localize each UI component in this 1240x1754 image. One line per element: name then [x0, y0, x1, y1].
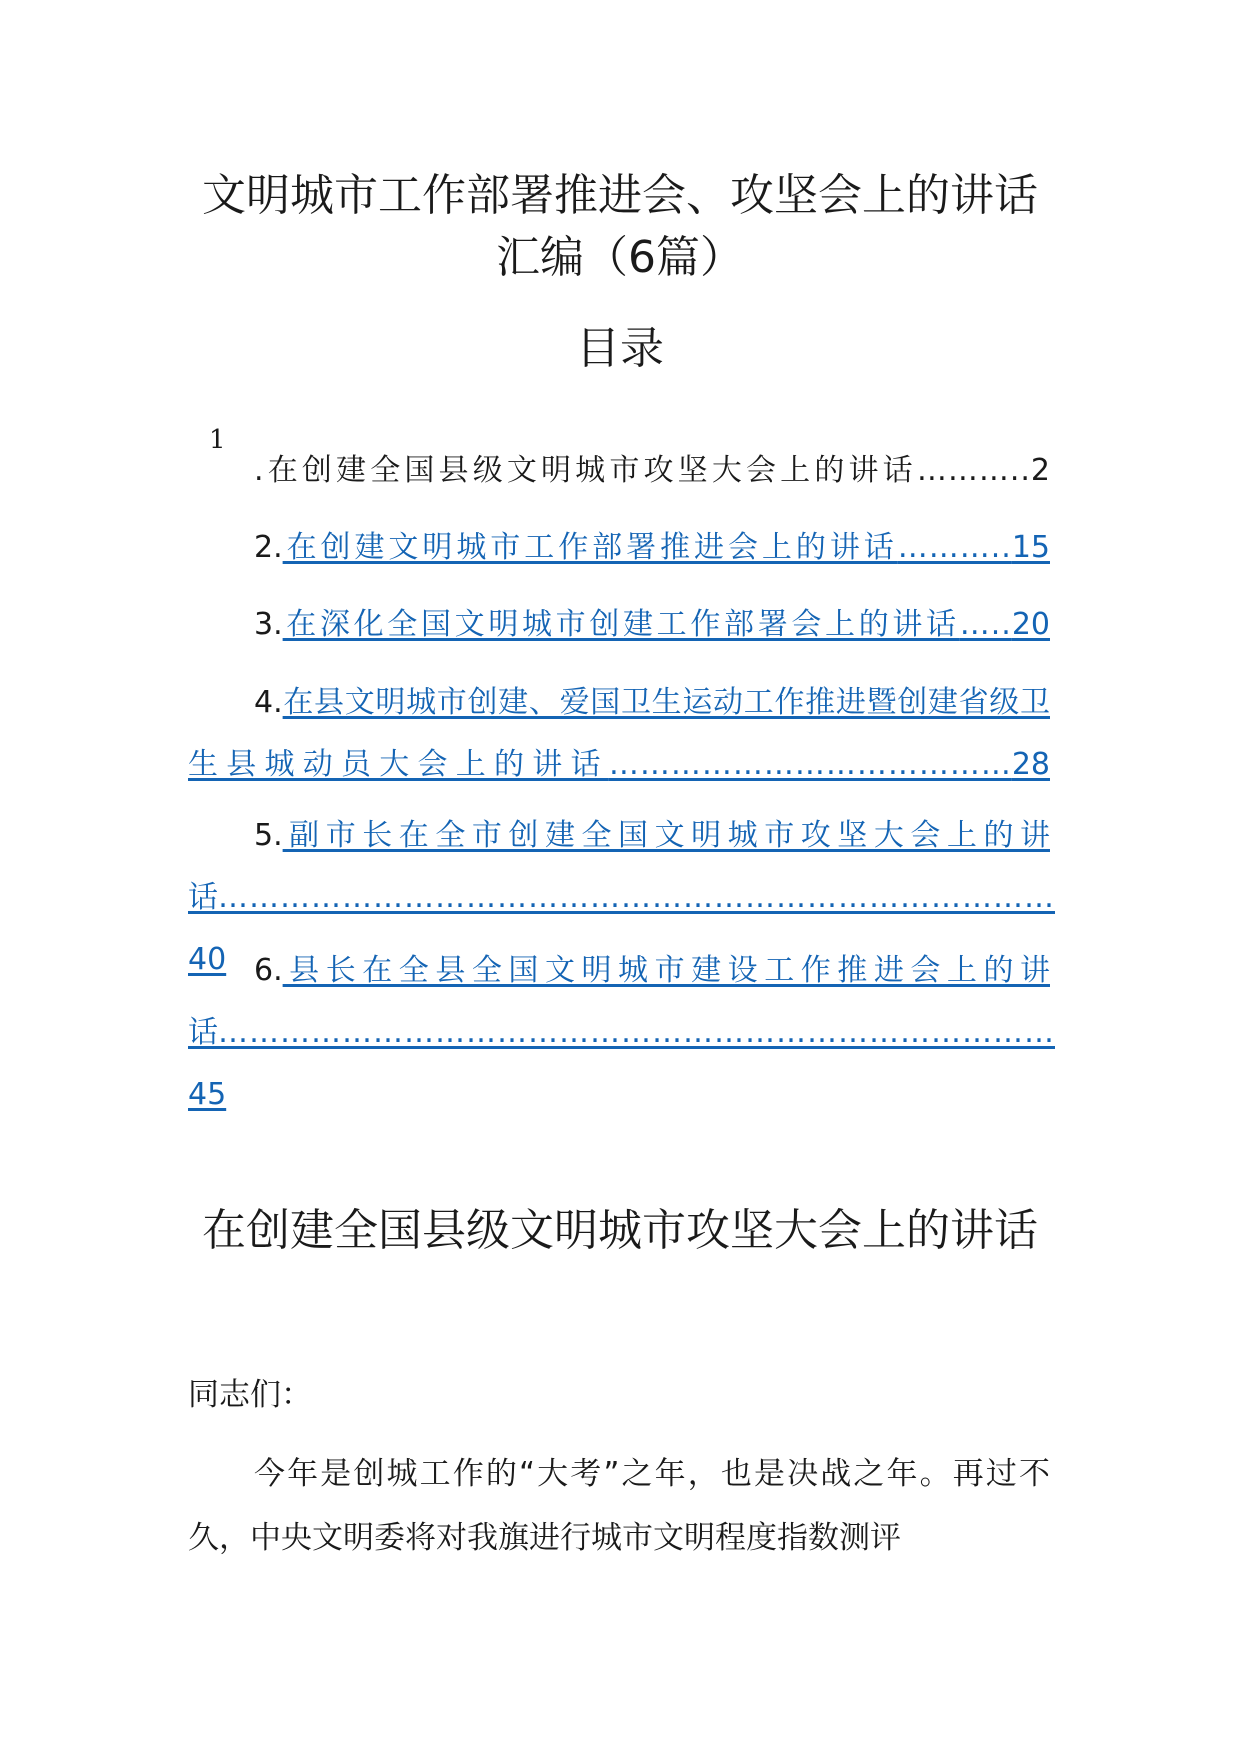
toc-entry-link[interactable]: 在深化全国文明城市创建工作部署会上的讲话…..20	[282, 607, 1050, 642]
toc-entry-text: 在创建全国县级文明城市攻坚大会上的讲话	[263, 453, 917, 488]
toc-entry-2[interactable]	[188, 517, 1050, 579]
body-paragraph: 今年是创城工作的“大考”之年，也是决战之年。再过不久，中央文明委将对我旗进行城市文明程度指数测评	[188, 1456, 1050, 1556]
section-title: 在创建全国县级文明城市攻坚大会上的讲话	[202, 1205, 1038, 1256]
document-title: 文明城市工作部署推进会、攻坚会上的讲话汇编（6篇）	[202, 170, 1038, 283]
toc-entry-index: 3.	[254, 607, 283, 642]
toc-entry-link[interactable]: 在创建文明城市工作部署推进会上的讲话………..15	[282, 530, 1050, 565]
toc-entry-link[interactable]: 县长在全县全国文明城市建设工作推进会上的讲话………………………………………………………………………45	[188, 953, 1055, 1112]
toc-entry-link[interactable]: 在县文明城市创建、爱国卫生运动工作推进暨创建省级卫生县城动员大会上的讲话…………………………………28	[188, 685, 1050, 782]
toc-page-marker: 1	[209, 425, 226, 455]
toc-entry-page: 2	[1030, 453, 1050, 488]
toc-entry-index: 6.	[254, 953, 283, 988]
toc-entry-1[interactable]	[188, 440, 1050, 502]
toc-entry-leader: ………..	[916, 453, 1031, 488]
toc-entry-index: .	[254, 453, 264, 488]
toc-entry-6[interactable]	[188, 940, 1055, 1126]
toc-entry-4[interactable]	[188, 672, 1050, 796]
toc-entry-index: 2.	[254, 530, 283, 565]
salutation: 同志们：	[188, 1377, 312, 1413]
toc-entry-3[interactable]	[188, 594, 1050, 656]
toc-entry-index: 4.	[254, 685, 283, 720]
toc-heading: 目录	[576, 323, 664, 374]
toc-entry-index: 5.	[254, 818, 283, 853]
toc-entry-link[interactable]: 副市长在全市创建全国文明城市攻坚大会上的讲话………………………………………………………………………40	[188, 818, 1055, 977]
